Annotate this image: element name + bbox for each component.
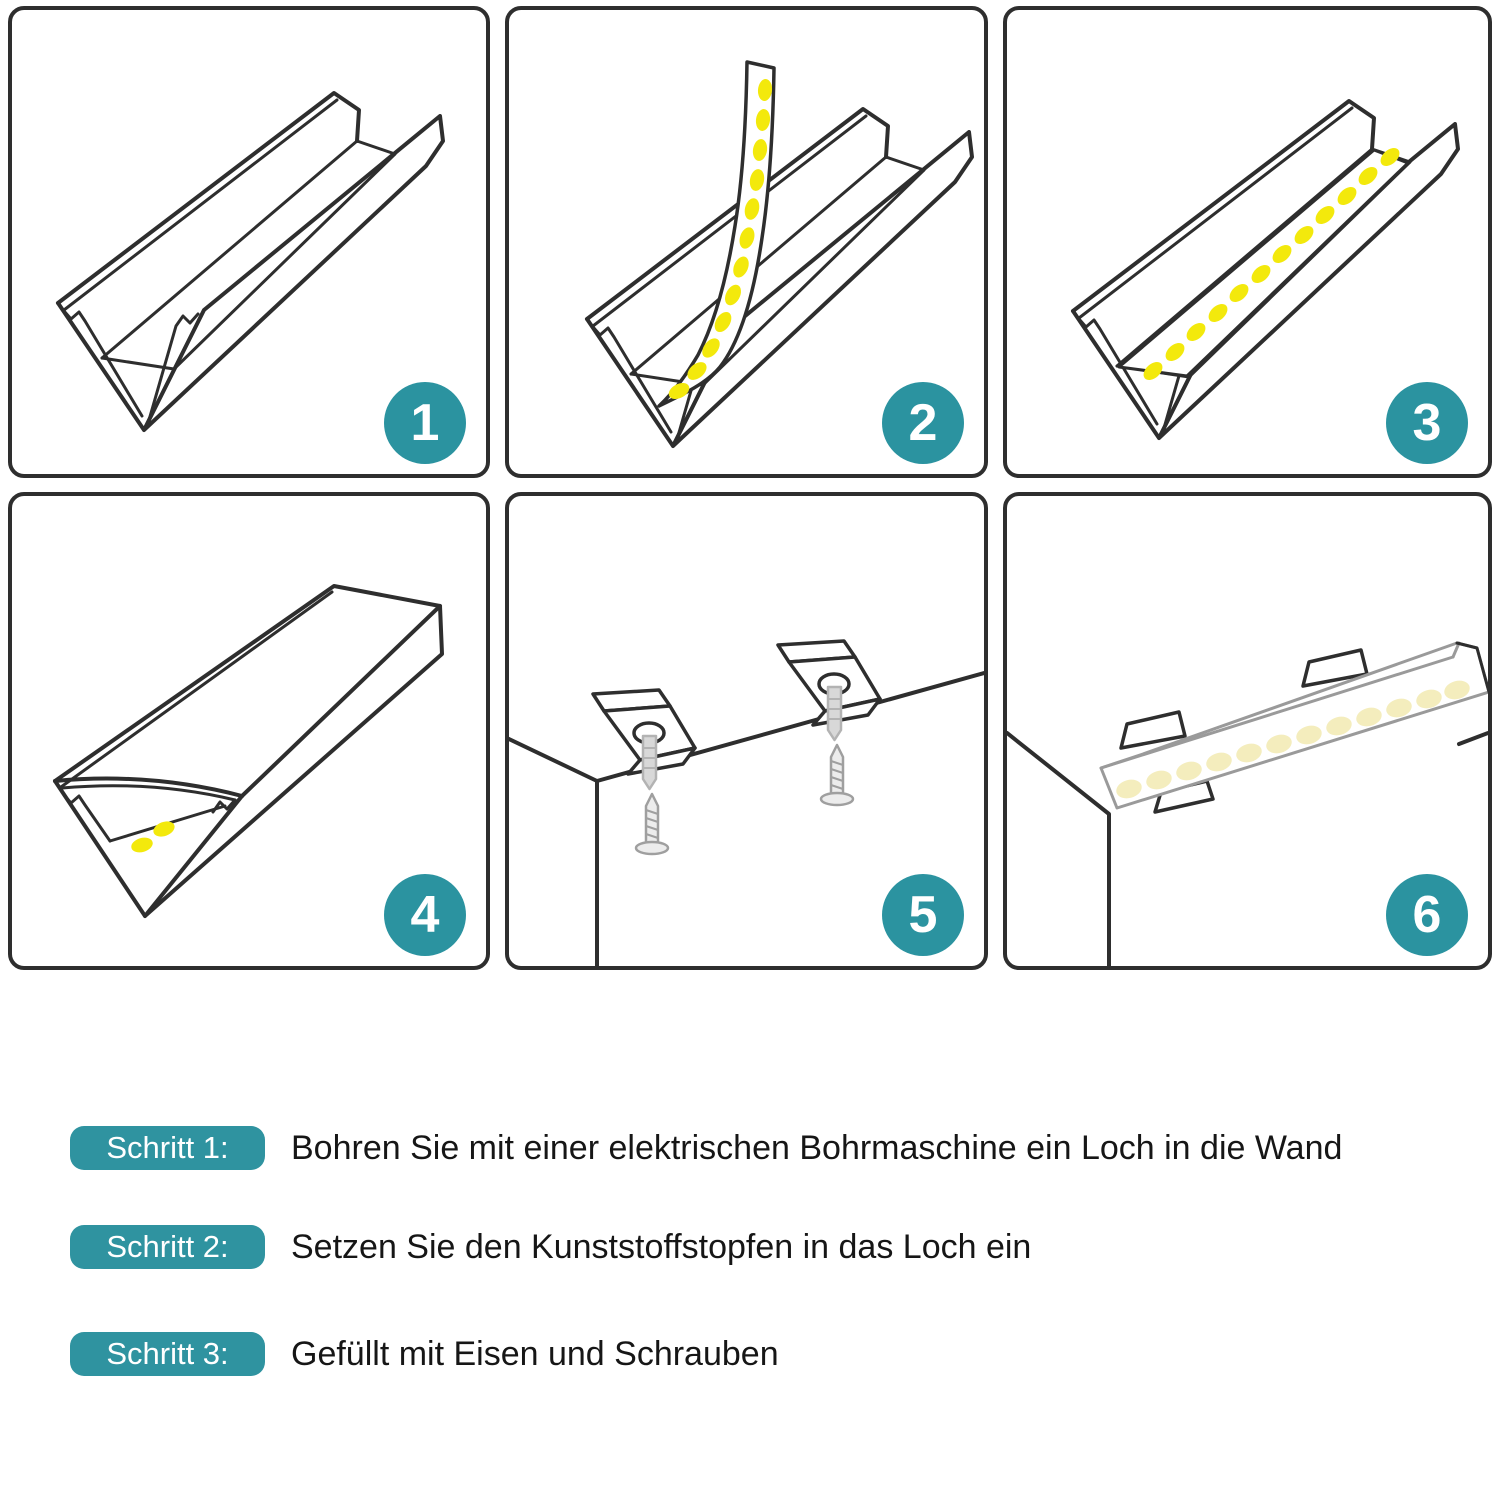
step-panel-3 [1003,6,1492,478]
instruction-row-3 [70,1332,779,1376]
step-panel-6 [1003,492,1492,970]
step-label-badge: Schritt 2: [70,1225,265,1269]
instruction-row-2 [70,1225,1031,1269]
step-panel-4 [8,492,490,970]
step-number-badge: 3 [1386,382,1468,464]
aluminum-profile-outline [58,93,443,430]
instruction-row-1 [70,1126,1342,1170]
step-number-badge: 4 [384,874,466,956]
step-number-badge: 6 [1386,874,1468,956]
step-panel-2 [505,6,988,478]
step-number-badge: 1 [384,382,466,464]
step-label-badge: Schritt 3: [70,1332,265,1376]
step-description: Gefüllt mit Eisen und Schrauben [291,1334,779,1373]
step-label-badge: Schritt 1: [70,1126,265,1170]
step-number-badge: 2 [882,382,964,464]
step-panel-5 [505,492,988,970]
step-panel-1 [8,6,490,478]
step-description: Setzen Sie den Kunststoffstopfen in das Loch ein [291,1227,1032,1266]
step-description: Bohren Sie mit einer elektrischen Bohrmaschine ein Loch in die Wand [291,1128,1343,1167]
covered-profile-outline [55,586,442,916]
step-number-badge: 5 [882,874,964,956]
